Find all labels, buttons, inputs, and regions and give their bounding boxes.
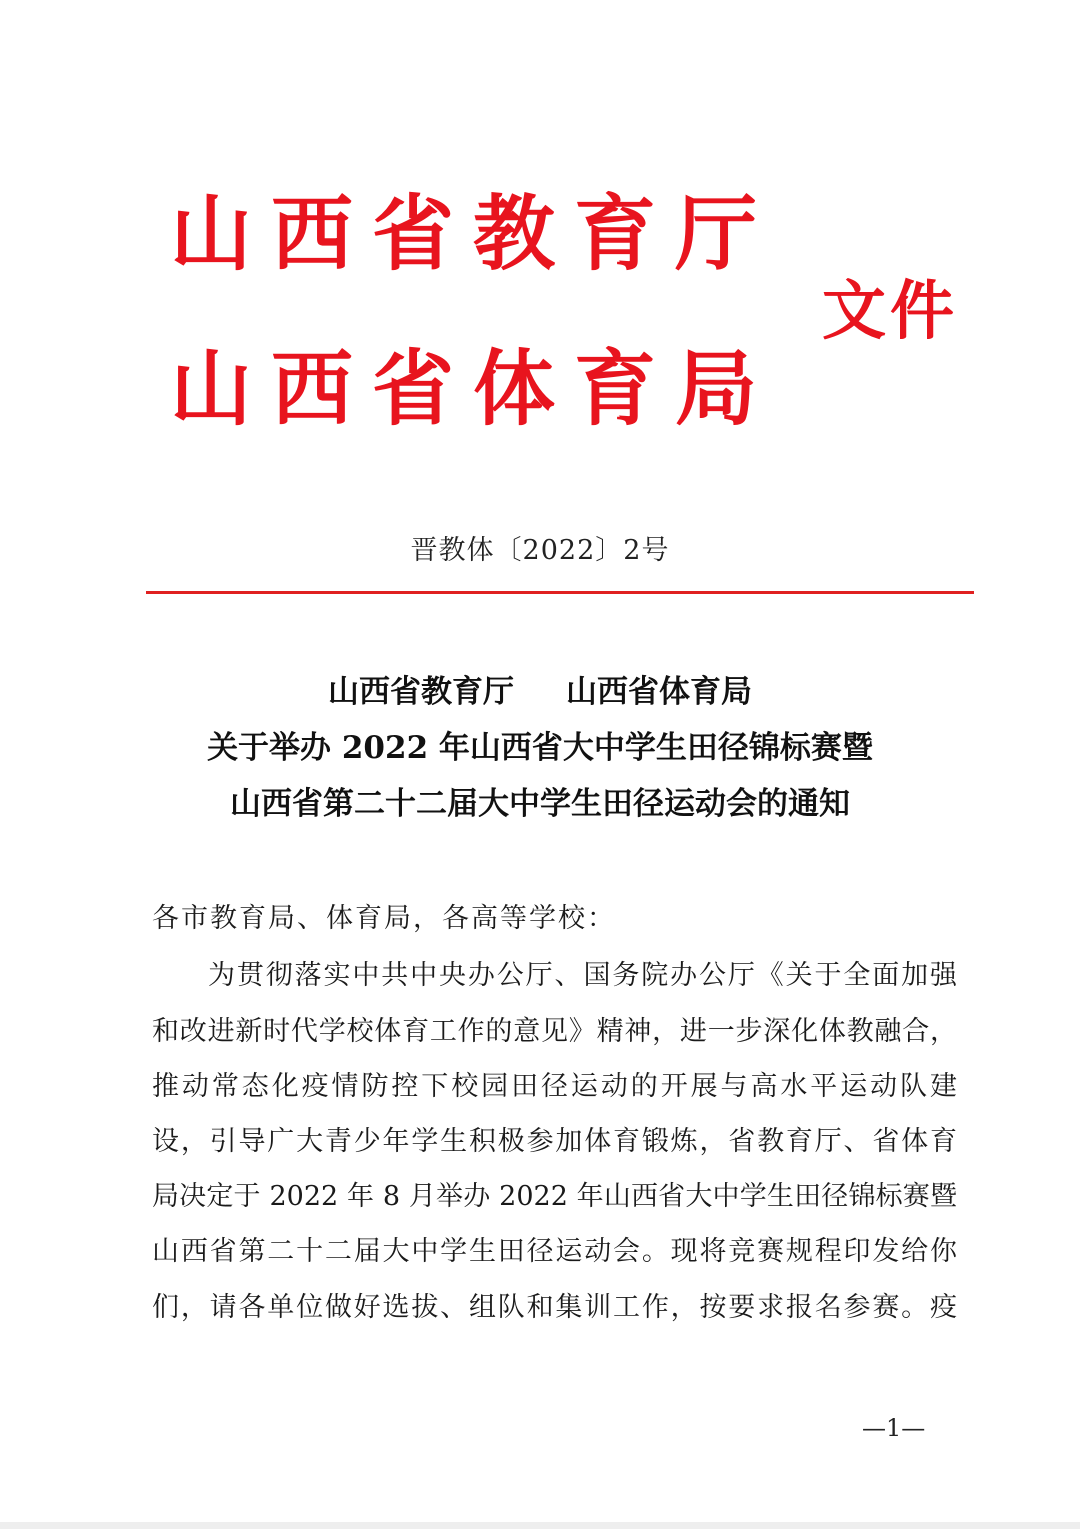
salutation: 各市教育局、体育局，各高等学校： <box>152 903 616 934</box>
red-divider <box>146 591 974 594</box>
issuer-education-dept: 山西省教育厅 <box>170 187 777 282</box>
body-line: 为贯彻落实中共中央办公厅、国务院办公厅《关于全面加强 <box>208 960 957 991</box>
document-number: 晋教体〔2022〕2号 <box>410 535 670 566</box>
body-line: 和改进新时代学校体育工作的意见》精神，进一步深化体教融合， <box>152 1016 957 1047</box>
title-line-3: 山西省第二十二届大中学生田径运动会的通知 <box>230 786 850 822</box>
title-issuer-b: 山西省体育局 <box>566 674 752 710</box>
body-line: 山西省第二十二届大中学生田径运动会。现将竞赛规程印发给你 <box>152 1236 957 1267</box>
body-line: 们，请各单位做好选拔、组队和集训工作，按要求报名参赛。疫 <box>152 1292 957 1323</box>
title-line-2: 关于举办 2022 年山西省大中学生田径锦标赛暨 <box>207 730 873 766</box>
body-line: 局决定于 2022 年 8 月举办 2022 年山西省大中学生田径锦标赛暨 <box>152 1181 957 1212</box>
page-number: —1— <box>862 1414 926 1442</box>
bottom-edge <box>0 1522 1080 1529</box>
document-type-label: 文件 <box>822 275 958 349</box>
issuer-sports-bureau: 山西省体育局 <box>170 342 777 437</box>
title-line-1 <box>0 672 1080 712</box>
body-line: 设，引导广大青少年学生积极参加体育锻炼，省教育厅、省体育 <box>152 1126 957 1157</box>
body-line: 推动常态化疫情防控下校园田径运动的开展与高水平运动队建 <box>152 1071 957 1102</box>
title-issuer-a: 山西省教育厅 <box>328 674 514 710</box>
